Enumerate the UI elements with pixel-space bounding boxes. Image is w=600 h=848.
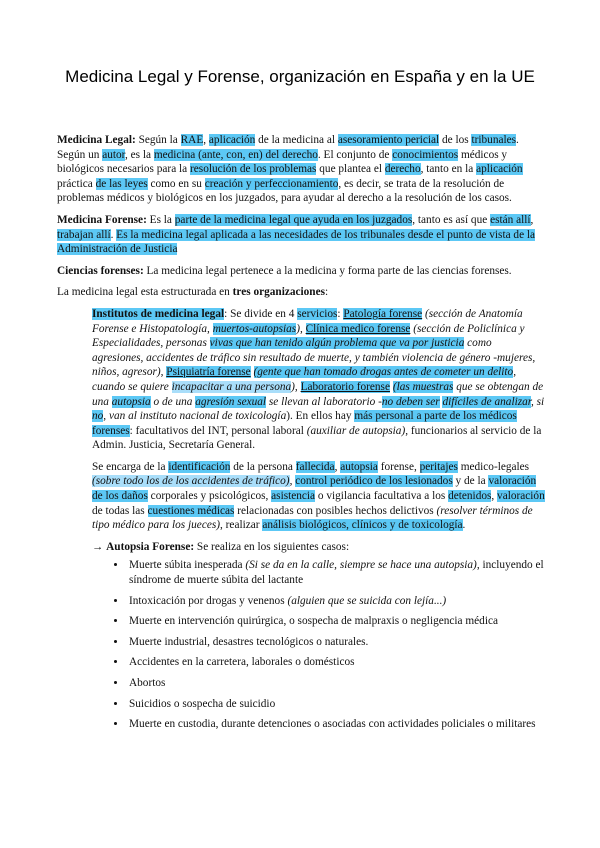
paragraph-institutos: Institutos de medicina legal: Se divide en 4 servicios: Patología forense (sección de Anatomía Forense e Histopatología, muertos-autopsias), Clínica medico forense (sección de Policlínica y Especialidades, personas vivas que han tenido algún problema que va por justicia como agresiones, accidentes de tráfico sin resultado de muerte, y también violencia de género -mujeres, niños, agresor), Psiquiatría forense (gente que han tomado drogas antes de cometer un delito, cuando se quiere incapacitar a una persona), Laboratorio forense (las muestras que se obtengan de una autopsia o de una agresión sexual se llevan al laboratorio -no deben ser difíciles de analizar, si no, van al instituto nacional de toxicología). En ellos hay más personal a parte de los médicos forenses: facultativos del INT, personal laboral (auxiliar de autopsia), funcionarios al servicio de la Admin. Justicia, Secretaría General. — [92, 307, 545, 452]
highlight: asistencia — [271, 490, 316, 503]
cases-list — [57, 558, 545, 731]
list-item: • Intoxicación por drogas y venenos (alguien que se suicida con lejía...) — [127, 594, 545, 609]
highlight: RAE — [180, 134, 204, 146]
highlight: creación y perfeccionamiento — [204, 177, 339, 190]
highlight: valoración — [497, 490, 545, 503]
paragraph-medicina-forense: Medicina Forense: Es la parte de la medicina legal que ayuda en los juzgados, tanto es así que están allí, trabajan allí. Es la medicina legal aplicada a las necesidades de los tribunales desde el punto de vista de la Administración de Justicia — [57, 213, 536, 256]
highlight: muertos-autopsias — [212, 322, 297, 335]
document-body — [57, 133, 545, 738]
highlight: autopsia — [111, 395, 151, 408]
highlight: están allí — [490, 213, 531, 226]
highlight: derecho — [384, 163, 421, 176]
highlight: más personal a parte de los médicos forenses — [92, 410, 517, 437]
highlight: parte de la medicina legal que ayuda en los juzgados — [174, 213, 413, 226]
paragraph-ciencias-forenses: Ciencias forenses: La medicina legal pertenece a la medicina y forma parte de las ciencias forenses. — [57, 264, 512, 277]
paragraph-estructura: La medicina legal esta estructurada en tres organizaciones: — [57, 286, 329, 299]
term-label: Medicina Legal: — [57, 134, 136, 146]
highlight: conocimientos — [392, 148, 459, 161]
highlight: Es la medicina legal aplicada a las necesidades de los tribunales desde el punto de vista de la Administración de Justicia — [57, 228, 536, 256]
highlight: vivas que han tenido algún problema que va por justicia — [209, 337, 465, 350]
paragraph-medicina-legal: Medicina Legal: Según la RAE, aplicación de la medicina al asesoramiento pericial de los tribunales. Según un autor, es la medicina (ante, con, en) del derecho. El conjunto de conocimientos médicos y biológicos necesarios para la resolución de los problemas que plantea el derecho, tanto en la aplicación práctica de las leyes como en su creación y perfeccionamiento, es decir, se trata de la resolución de problemas médicos y biológicos en los juzgados, para ayudar al derecho a la resolución de los casos. — [57, 134, 523, 205]
highlight: cuestiones médicas — [147, 504, 235, 517]
highlight: resolución de los problemas — [190, 163, 317, 176]
highlight: no — [92, 410, 104, 423]
highlight: fallecida — [295, 460, 335, 473]
highlight: detenidos — [448, 490, 492, 503]
highlight: Institutos de medicina legal — [92, 307, 225, 320]
paragraph-autopsia-forense: → Autopsia Forense: Se realiza en los siguientes casos: — [92, 540, 350, 553]
highlight: (las muestras — [392, 380, 454, 393]
term-label: Ciencias forenses: — [57, 264, 144, 277]
list-item: • Abortos — [127, 676, 545, 691]
highlight: análisis biológicos, clínicos y de toxicología — [262, 519, 463, 532]
highlight: autor — [102, 148, 125, 161]
document-title: Medicina Legal y Forense, organización en España y en la UE — [65, 67, 535, 86]
term-label: Medicina Forense: — [57, 213, 147, 226]
highlight: agresión sexual — [195, 395, 267, 408]
highlight: medicina (ante, con, en) del derecho — [153, 148, 318, 161]
highlight: difíciles de analizar — [442, 395, 531, 408]
list-item: • Suicidios o sospecha de suicidio — [127, 697, 545, 712]
highlight: aplicación — [208, 134, 256, 146]
highlight: tribunales — [471, 134, 517, 146]
highlight: de las leyes — [95, 177, 148, 190]
list-item: • Muerte súbita inesperada (Si se da en la calle, siempre se hace una autopsia), incluyendo el síndrome de muerte súbita del lactante — [127, 558, 545, 587]
paragraph-funciones: Se encarga de la identificación de la persona fallecida, autopsia forense, peritajes medico-legales (sobre todo los de los accidentes de tráfico), control periódico de los lesionados y de la valoración de los daños corporales y psicológicos, asistencia o vigilancia facultativa a los detenidos, valoración de todas las cuestiones médicas relacionadas con posibles hechos delictivos (resolver términos de tipo médico para los jueces), realizar análisis biológicos, clínicos y de toxicología. — [92, 460, 545, 532]
highlight: (gente que han tomado drogas antes de cometer un delito — [253, 366, 514, 379]
highlight: incapacitar a una persona — [171, 380, 292, 393]
highlight: trabajan allí — [57, 228, 111, 241]
highlight: Psiquiatría forense — [166, 366, 251, 379]
highlight: (sobre todo los de los accidentes de tráfico) — [92, 475, 290, 488]
highlight: servicios — [297, 307, 338, 320]
highlight: aplicación — [476, 163, 523, 176]
list-item: • Muerte industrial, desastres tecnológicos o naturales. — [127, 635, 545, 650]
list-item: • Accidentes en la carretera, laborales o domésticos — [127, 655, 545, 670]
list-item: • Muerte en custodia, durante detenciones o asociadas con actividades policiales o militares — [127, 717, 545, 732]
highlight: no deben ser — [381, 395, 440, 408]
highlight: identificación — [168, 460, 231, 473]
highlight: peritajes — [419, 460, 458, 473]
highlight: valoración de los daños — [92, 475, 537, 503]
arrow-icon: → — [92, 540, 104, 553]
term-label: Autopsia Forense: — [106, 540, 195, 553]
highlight: autopsia — [340, 460, 378, 473]
highlight: Laboratorio forense — [300, 380, 390, 393]
highlight: Clínica medico forense — [305, 322, 411, 335]
highlight: Patología forense — [343, 307, 423, 320]
highlight: control periódico de los lesionados — [295, 475, 453, 488]
highlight: asesoramiento pericial — [337, 134, 440, 146]
list-item: • Muerte en intervención quirúrgica, o sospecha de malpraxis o negligencia médica — [127, 614, 545, 629]
